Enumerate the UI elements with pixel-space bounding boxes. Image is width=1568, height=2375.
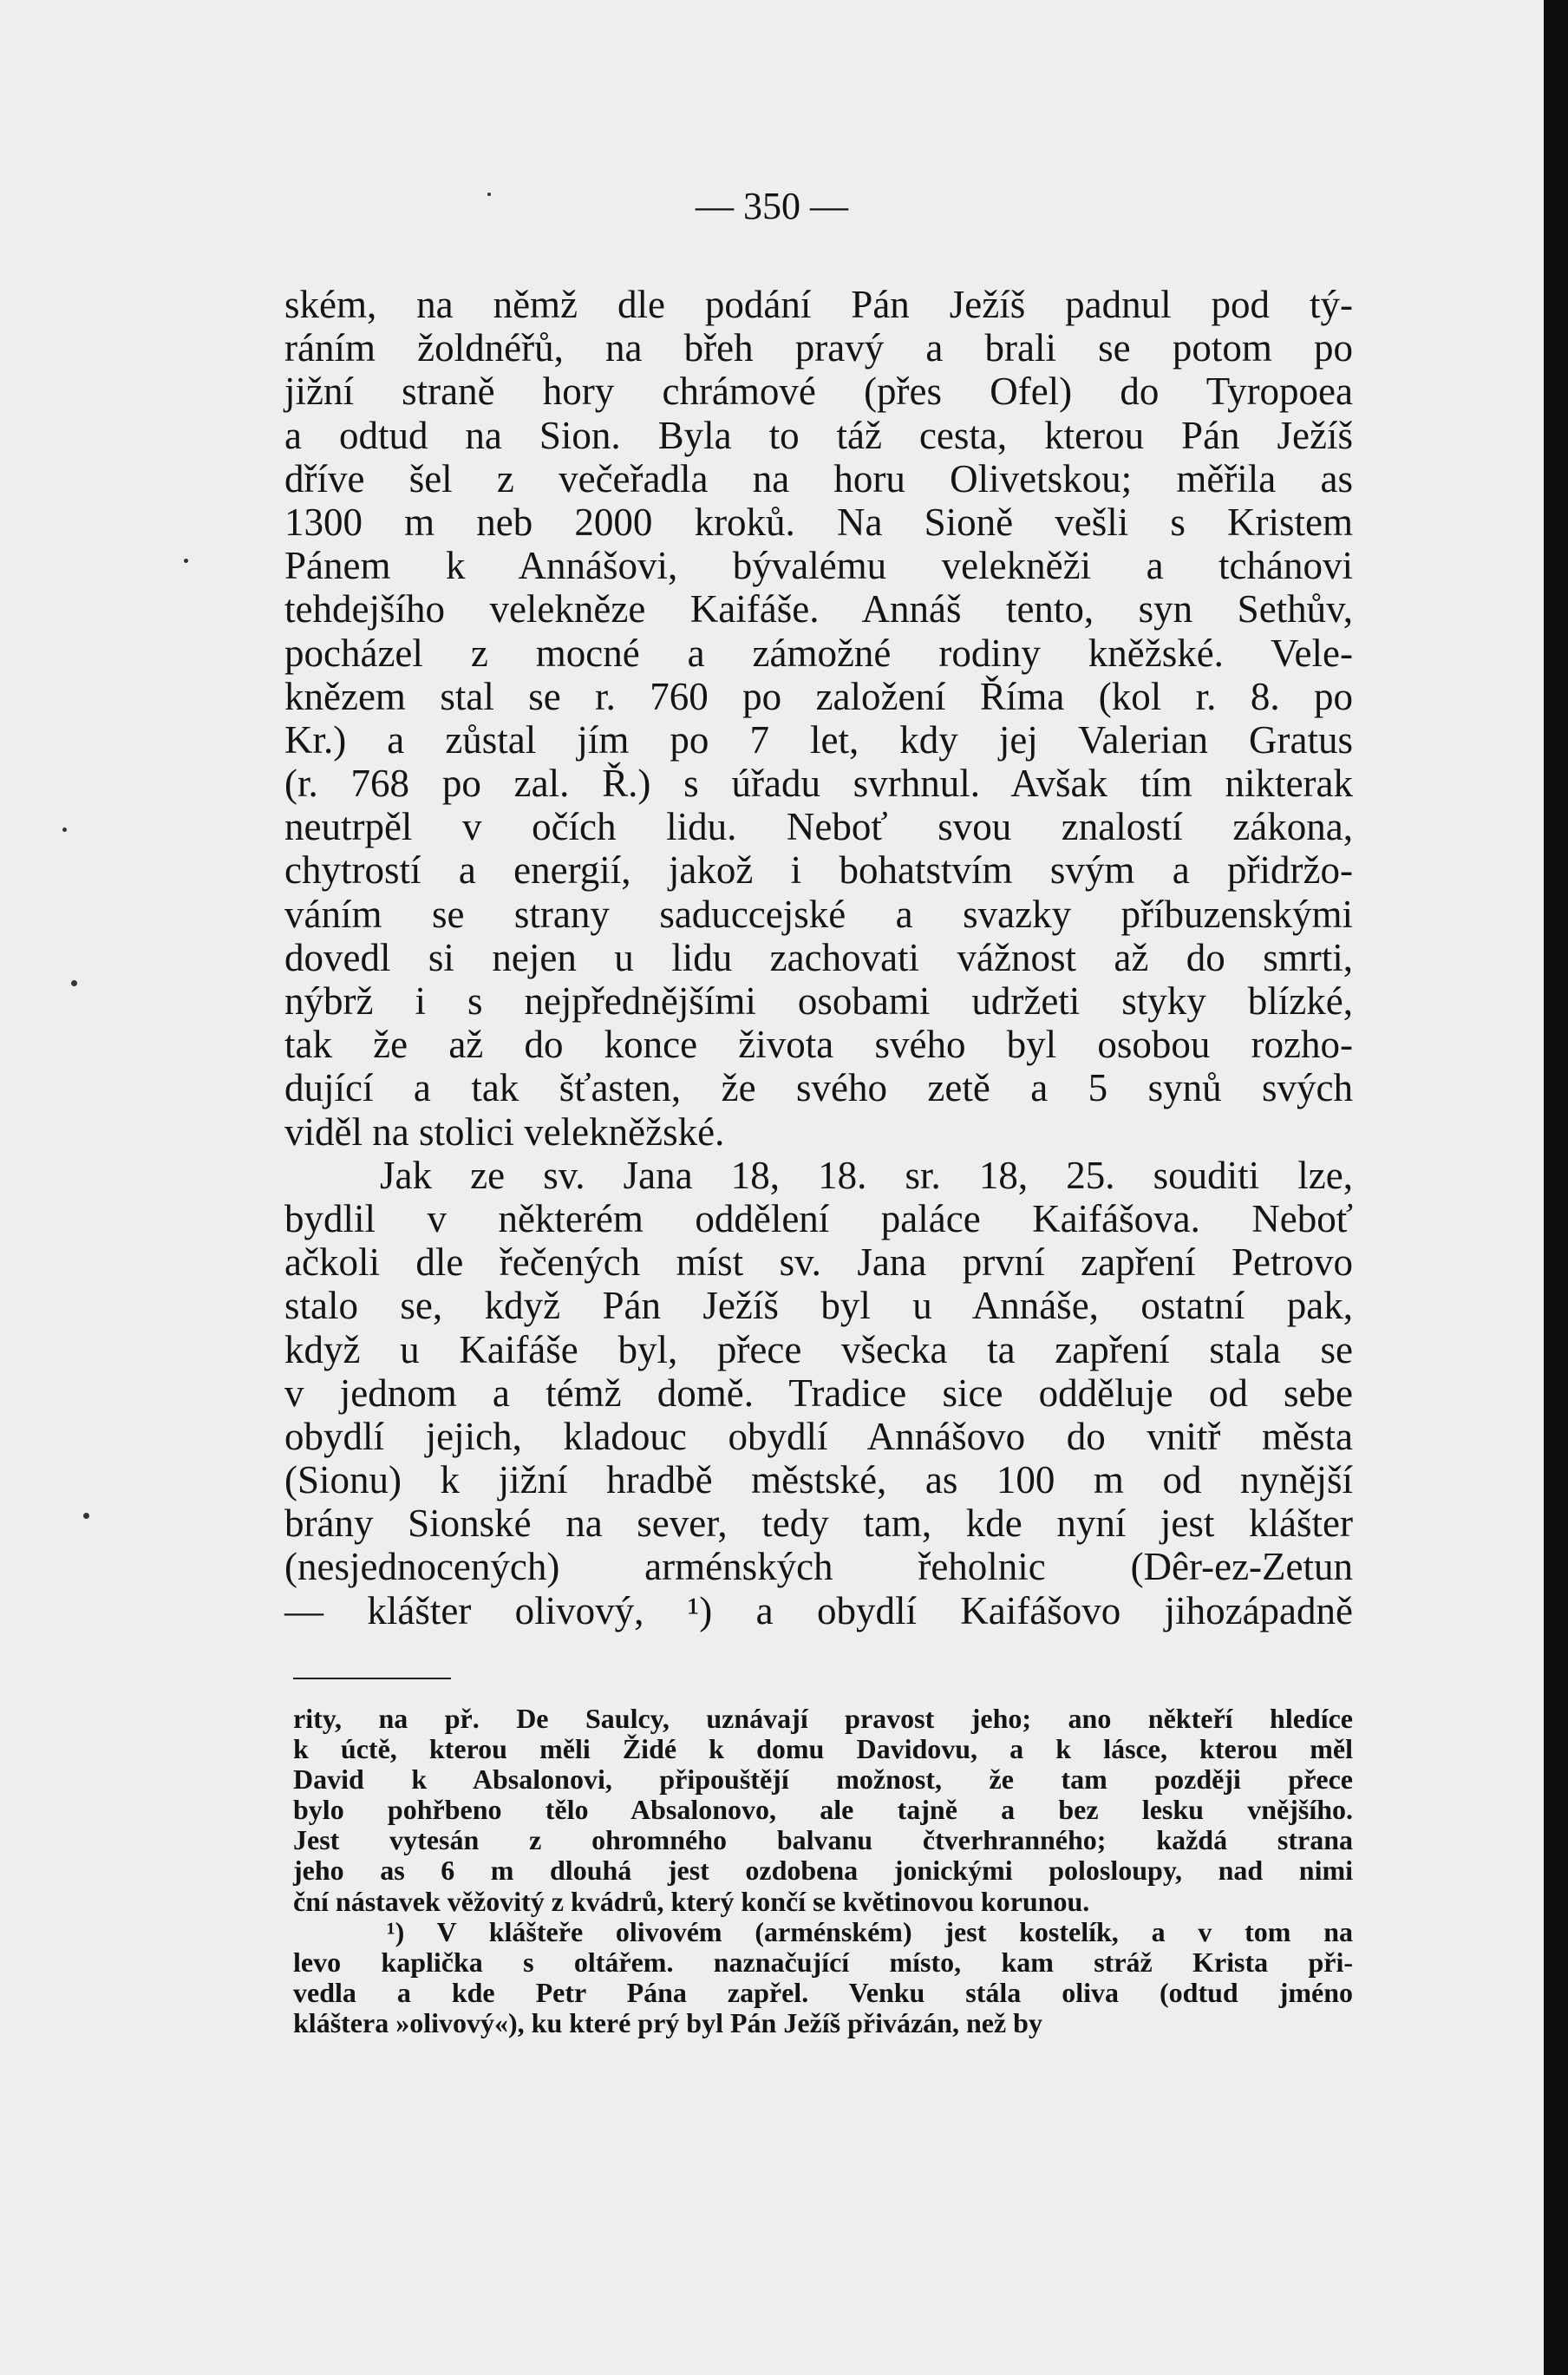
text-line: 1300 m neb 2000 kroků. Na Sioně vešli s Kristem	[284, 500, 1353, 544]
text-line: bydlil v některém oddělení paláce Kaifášova. Neboť	[284, 1196, 1353, 1240]
text-line: dující a tak šťasten, že svého zetě a 5 synů svých	[284, 1066, 1353, 1110]
text-line: pocházel z mocné a zámožné rodiny kněžské. Vele-	[284, 631, 1353, 675]
footnote-line: ční nástavek věžovitý z kvádrů, který končí se květinovou korunou.	[293, 1885, 1090, 1917]
text-line: chytrostí a energií, jakož i bohatstvím svým a přidržo-	[284, 848, 1353, 893]
text-line: Kr.) a zůstal jím po 7 let, kdy jej Valerian Gratus	[284, 717, 1353, 762]
footnote-line: ¹) V klášteře olivovém (arménském) jest kostelík, a v tom na	[387, 1915, 1353, 1947]
text-line: — klášter olivový, ¹) a obydlí Kaifášovo jihozápadně	[284, 1588, 1353, 1632]
main-text	[284, 283, 1353, 1632]
footnote-line: David k Absalonovi, připouštějí možnost, že tam později přece	[293, 1763, 1353, 1796]
text-line: Jak ze sv. Jana 18, 18. sr. 18, 25. souditi lze,	[380, 1153, 1353, 1197]
text-line: brány Sionské na sever, tedy tam, kde nyní jest klášter	[284, 1502, 1353, 1546]
text-line: (r. 768 po zal. Ř.) s úřadu svrhnul. Avšak tím nikterak	[284, 762, 1353, 806]
scan-border	[1544, 0, 1568, 2375]
text-line: jižní straně hory chrámové (přes Ofel) do Tyropoea	[284, 370, 1353, 414]
footnote-line: rity, na př. De Saulcy, uznávají pravost jeho; ano někteří hledíce	[293, 1703, 1353, 1734]
text-line: ráním žoldnéřů, na břeh pravý a brali se potom po	[284, 326, 1353, 370]
footnote-line: levo kaplička s oltářem. naznačující místo, kam stráž Krista při-	[293, 1946, 1353, 1978]
text-line: ačkoli dle řečených míst sv. Jana první zapření Petrovo	[284, 1240, 1353, 1285]
scan-speck	[83, 1513, 89, 1519]
footnote-line: k úctě, kterou měli Židé k domu Davidovu, a k lásce, kterou měl	[293, 1733, 1353, 1765]
text-line: a odtud na Sion. Byla to táž cesta, kterou Pán Ježíš	[284, 413, 1353, 457]
scan-speck	[184, 559, 188, 563]
text-line: tehdejšího velekněze Kaifáše. Annáš tento, syn Sethův,	[284, 587, 1353, 631]
text-line: tak že až do konce života svého byl osobou rozho-	[284, 1023, 1353, 1067]
text-line: knězem stal se r. 760 po založení Říma (kol r. 8. po	[284, 674, 1353, 718]
scan-speck	[487, 193, 491, 196]
footnote-line: kláštera »olivový«), ku které prý byl Pán Ježíš přivázán, než by	[293, 2006, 1042, 2038]
footnotes	[293, 1704, 1353, 2038]
text-line: ském, na němž dle podání Pán Ježíš padnul pod tý-	[284, 283, 1353, 326]
text-line: neutrpěl v očích lidu. Neboť svou znalostí zákona,	[284, 805, 1353, 849]
text-line: když u Kaifáše byl, přece všecka ta zapření stala se	[284, 1327, 1353, 1371]
footnote-divider	[293, 1678, 451, 1679]
text-line: váním se strany saduccejské a svazky příbuzenskými	[284, 892, 1353, 936]
text-line: viděl na stolici velekněžské.	[284, 1109, 725, 1154]
text-line: dříve šel z večeřadla na horu Olivetskou; měřila as	[284, 456, 1353, 501]
text-line: (nesjednocených) arménských řeholnic (Dêr-ez-Zetun	[284, 1545, 1353, 1589]
text-line: Pánem k Annášovi, bývalému velekněži a tchánovi	[284, 544, 1353, 588]
footnote-line: Jest vytesán z ohromného balvanu čtverhranného; každá strana	[293, 1824, 1353, 1856]
scan-speck	[71, 980, 77, 986]
footnote-line: bylo pohřbeno tělo Absalonovo, ale tajně a bez lesku vnějšího.	[293, 1794, 1353, 1826]
footnote-line: jeho as 6 m dlouhá jest ozdobena jonickými polosloupy, nad nimi	[293, 1855, 1353, 1887]
scan-speck	[62, 828, 67, 832]
text-line: obydlí jejich, kladouc obydlí Annášovo do vnitř města	[284, 1414, 1353, 1458]
text-line: v jednom a témž domě. Tradice sice odděluje od sebe	[284, 1371, 1353, 1415]
text-line: (Sionu) k jižní hradbě městské, as 100 m od nynější	[284, 1458, 1353, 1502]
page-number: — 350 —	[696, 185, 848, 227]
footnote-line: vedla a kde Petr Pána zapřel. Venku stála oliva (odtud jméno	[293, 1976, 1353, 2008]
text-line: dovedl si nejen u lidu zachovati vážnost až do smrti,	[284, 935, 1353, 979]
text-line: nýbrž i s nejpřednějšími osobami udržeti styky blízké,	[284, 979, 1353, 1023]
text-line: stalo se, když Pán Ježíš byl u Annáše, ostatní pak,	[284, 1284, 1353, 1328]
